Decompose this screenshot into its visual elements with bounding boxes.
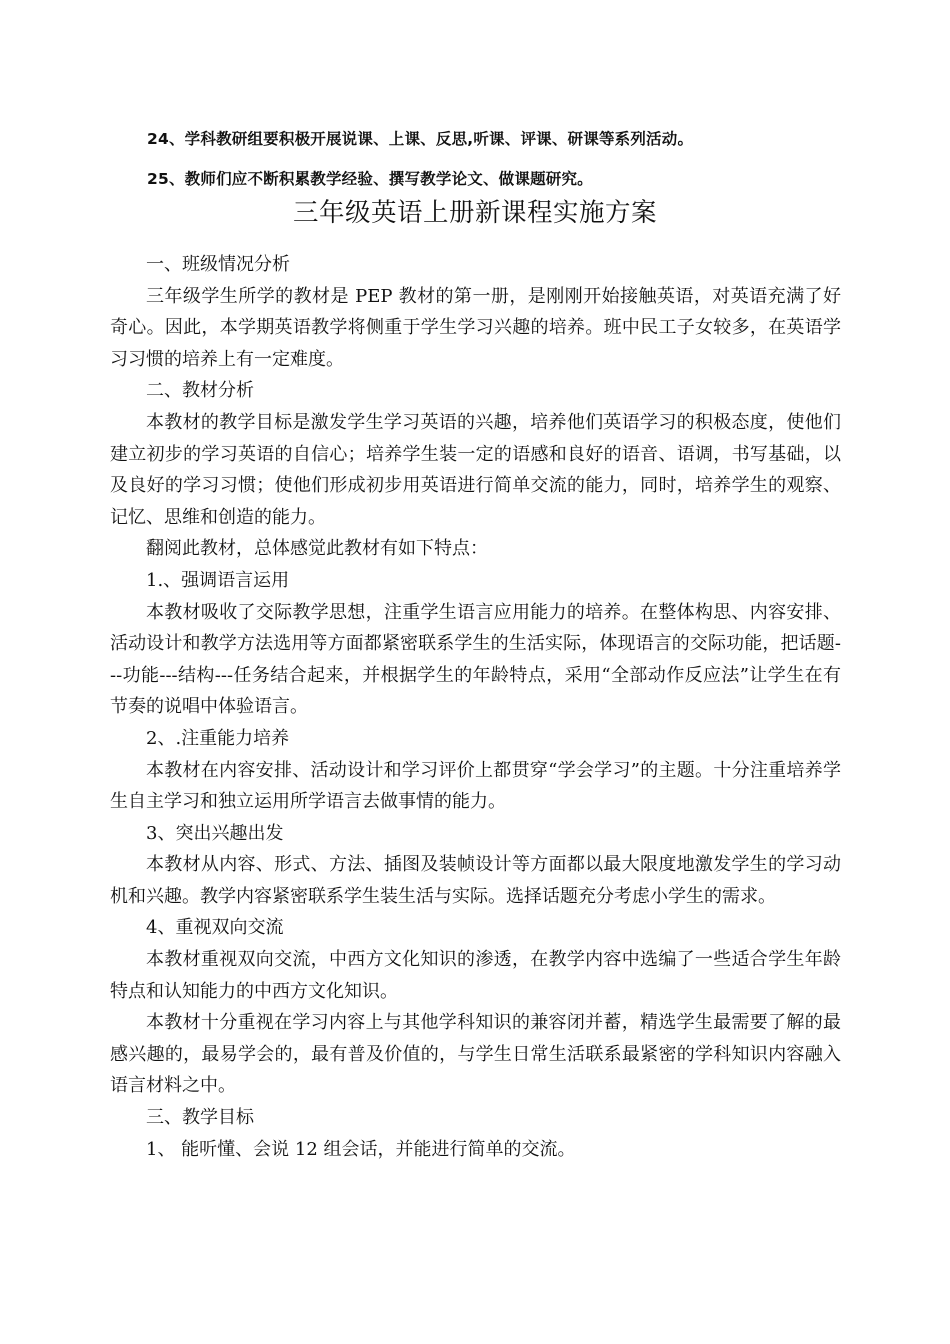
- feature-heading-4: 4、重视双向交流: [146, 917, 284, 939]
- feature-heading-2: 2、.注重能力培养: [146, 727, 290, 749]
- paragraph-feature-3: 本教材从内容、形式、方法、插图及装帧设计等方面都以最大限度地激发学生的学习动机和兴趣。教学内容紧密联系学生装生活与实际。选择话题充分考虑小学生的需求。: [110, 854, 841, 907]
- feature-heading-1: 1.、强调语言运用: [146, 569, 290, 591]
- section-heading-textbook-analysis: 二、教材分析: [146, 380, 254, 402]
- paragraph-subject-integration: 本教材十分重视在学习内容上与其他学科知识的兼容闭并蓄，精选学生最需要了解的最感兴趣的，最易学会的，最有普及价值的，与学生日常生活联系最紧密的学科知识内容融入语言材料之中。: [110, 1012, 841, 1097]
- previous-section-item-25: 25、教师们应不断积累教学经验、撰写教学论文、做课题研究。: [147, 170, 593, 188]
- document-title: 三年级英语上册新课程实施方案: [292, 198, 657, 228]
- paragraph-feature-1: 本教材吸收了交际教学思想，注重学生语言应用能力的培养。在整体构思、内容安排、活动设计和教学方法选用等方面都紧密联系学生的生活实际，体现语言的交际功能，把话题---功能---结构---任务结合起来，并根据学生的年龄特点，采用“全部动作反应法”让学生在有节奏的说唱中体验语言。: [110, 601, 841, 718]
- previous-section-item-24: 24、学科教研组要积极开展说课、上课、反思,听课、评课、研课等系列活动。: [147, 130, 694, 148]
- section-heading-teaching-goals: 三、教学目标: [146, 1107, 254, 1129]
- paragraph-features-intro: 翻阅此教材，总体感觉此教材有如下特点：: [146, 538, 488, 560]
- paragraph-feature-2: 本教材在内容安排、活动设计和学习评价上都贯穿“学会学习”的主题。十分注重培养学生自主学习和独立运用所学语言去做事情的能力。: [110, 759, 841, 813]
- feature-heading-3: 3、突出兴趣出发: [146, 822, 284, 844]
- section-heading-class-analysis: 一、班级情况分析: [146, 254, 290, 275]
- paragraph-class-analysis: 三年级学生所学的教材是 PEP 教材的第一册，是刚刚开始接触英语，对英语充满了好奇心。因此，本学期英语教学将侧重于学生学习兴趣的培养。班中民工子女较多，在英语学习习惯的培养上有一定难度。: [110, 285, 841, 370]
- paragraph-teaching-goal: 本教材的教学目标是激发学生学习英语的兴趣，培养他们英语学习的积极态度，使他们建立初步的学习英语的自信心；培养学生装一定的语感和良好的语音、语调，书写基础，以及良好的学习习惯；使他们形成初步用英语进行简单交流的能力，同时，培养学生的观察、记忆、思维和创造的能力。: [110, 411, 841, 528]
- document-body: [110, 249, 841, 1165]
- teaching-goal-item-1: 1、 能听懂、会说 12 组会话，并能进行简单的交流。: [146, 1138, 576, 1160]
- paragraph-feature-4: 本教材重视双向交流，中西方文化知识的渗透，在教学内容中选编了一些适合学生年龄特点和认知能力的中西方文化知识。: [110, 949, 841, 1002]
